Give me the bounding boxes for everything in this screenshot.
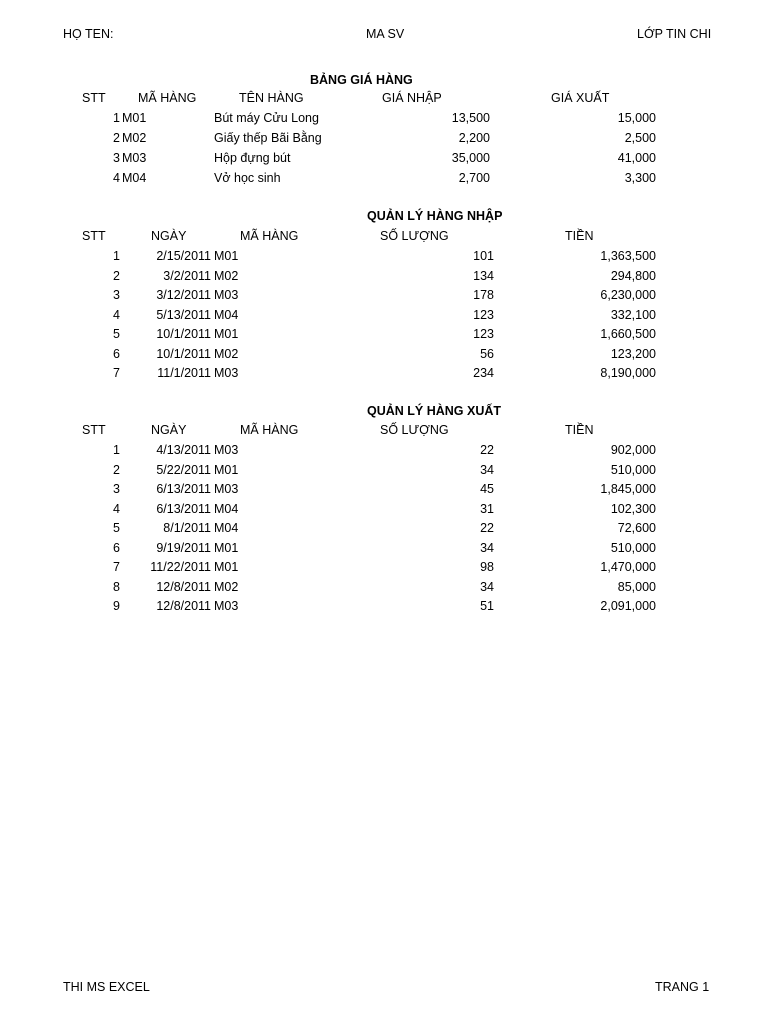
cell-amount: 85,000 [617, 579, 656, 594]
price-table-title: BẢNG GIÁ HÀNG [310, 73, 413, 87]
cell-quantity: 123 [473, 307, 494, 322]
cell-code: M03 [214, 599, 239, 613]
cell-amount: 123,200 [610, 346, 656, 361]
cell-quantity: 34 [480, 579, 494, 594]
cell-stt: 7 [113, 366, 120, 380]
cell-amount: 1,363,500 [600, 249, 656, 263]
cell-date: 3/2/2011 [163, 268, 211, 283]
cell-amount: 1,470,000 [600, 560, 656, 574]
cell-stt: 3 [113, 288, 120, 302]
cell-buy-price: 13,500 [451, 111, 490, 125]
cell-quantity: 234 [473, 366, 494, 380]
cell-stt: 2 [113, 462, 120, 477]
cell-name: Vở học sinh [214, 171, 281, 185]
col-amount: TIỀN [565, 423, 594, 437]
cell-amount: 1,660,500 [600, 327, 656, 341]
cell-date: 12/8/2011 [156, 579, 211, 594]
cell-amount: 902,000 [610, 443, 656, 457]
cell-date: 5/22/2011 [156, 462, 211, 477]
cell-stt: 2 [113, 268, 120, 283]
cell-code: M01 [214, 560, 239, 574]
cell-quantity: 22 [480, 443, 494, 457]
col-code: MÃ HÀNG [138, 91, 197, 105]
col-buy-price: GIÁ NHẬP [382, 91, 442, 105]
cell-date: 9/19/2011 [156, 540, 211, 555]
cell-sell-price: 41,000 [617, 151, 656, 165]
cell-sell-price: 3,300 [624, 171, 656, 185]
cell-code: M01 [214, 540, 239, 555]
cell-sell-price: 2,500 [624, 131, 656, 145]
col-date: NGÀY [151, 423, 187, 437]
cell-date: 12/8/2011 [156, 599, 211, 613]
col-quantity: SỐ LƯỢNG [380, 423, 449, 437]
cell-quantity: 101 [473, 249, 494, 263]
cell-stt: 6 [113, 540, 120, 555]
cell-name: Bút máy Cửu Long [214, 111, 319, 125]
cell-date: 6/13/2011 [156, 501, 211, 516]
cell-quantity: 178 [473, 288, 494, 302]
cell-amount: 510,000 [610, 462, 656, 477]
import-table-title: QUẢN LÝ HÀNG NHẬP [367, 209, 503, 223]
cell-stt: 3 [113, 482, 120, 496]
cell-stt: 4 [113, 501, 120, 516]
cell-date: 3/12/2011 [156, 288, 211, 302]
cell-amount: 1,845,000 [600, 482, 656, 496]
col-stt: STT [82, 423, 106, 437]
cell-stt: 2 [113, 131, 120, 145]
cell-buy-price: 2,700 [458, 171, 490, 185]
cell-quantity: 56 [480, 346, 494, 361]
col-sell-price: GIÁ XUẤT [551, 91, 610, 105]
cell-sell-price: 15,000 [617, 111, 656, 125]
cell-code: M01 [122, 111, 147, 125]
cell-date: 2/15/2011 [156, 249, 211, 263]
cell-code: M02 [214, 579, 239, 594]
cell-code: M04 [122, 171, 147, 185]
cell-quantity: 31 [480, 501, 494, 516]
header-class-label: LỚP TIN CHI [637, 27, 712, 41]
cell-code: M04 [214, 521, 239, 535]
cell-amount: 8,190,000 [600, 366, 656, 380]
cell-quantity: 98 [480, 560, 494, 574]
cell-stt: 5 [113, 521, 120, 535]
cell-quantity: 22 [480, 521, 494, 535]
cell-date: 8/1/2011 [163, 521, 211, 535]
cell-date: 11/22/2011 [150, 560, 211, 574]
cell-amount: 510,000 [610, 540, 656, 555]
cell-date: 10/1/2011 [156, 346, 211, 361]
cell-stt: 7 [113, 560, 120, 574]
cell-code: M04 [214, 501, 239, 516]
cell-buy-price: 2,200 [458, 131, 490, 145]
cell-code: M02 [214, 268, 239, 283]
cell-date: 5/13/2011 [156, 307, 211, 322]
cell-quantity: 34 [480, 462, 494, 477]
cell-buy-price: 35,000 [451, 151, 490, 165]
col-code: MÃ HÀNG [240, 229, 299, 243]
cell-stt: 4 [113, 171, 120, 185]
cell-stt: 5 [113, 327, 120, 341]
cell-amount: 102,300 [610, 501, 656, 516]
cell-stt: 3 [113, 151, 120, 165]
header-student-id-label: MA SV [366, 27, 405, 41]
cell-amount: 332,100 [610, 307, 656, 322]
cell-code: M03 [122, 151, 147, 165]
cell-stt: 9 [113, 599, 120, 613]
cell-date: 6/13/2011 [156, 482, 211, 496]
cell-name: Hộp đựng bút [214, 151, 291, 165]
cell-quantity: 123 [473, 327, 494, 341]
cell-stt: 6 [113, 346, 120, 361]
cell-code: M03 [214, 366, 239, 380]
cell-amount: 6,230,000 [600, 288, 656, 302]
col-name: TÊN HÀNG [239, 91, 304, 105]
cell-name: Giấy thếp Bãi Bằng [214, 131, 322, 145]
cell-amount: 294,800 [610, 268, 656, 283]
cell-code: M03 [214, 288, 239, 302]
export-table-title: QUẢN LÝ HÀNG XUẤT [367, 404, 502, 418]
cell-code: M04 [214, 307, 239, 322]
cell-amount: 2,091,000 [600, 599, 656, 613]
cell-date: 10/1/2011 [156, 327, 211, 341]
col-stt: STT [82, 229, 106, 243]
cell-code: M03 [214, 482, 239, 496]
footer-page-label: TRANG 1 [655, 980, 710, 994]
col-stt: STT [82, 91, 106, 105]
col-amount: TIỀN [565, 229, 594, 243]
col-quantity: SỐ LƯỢNG [380, 229, 449, 243]
cell-code: M01 [214, 327, 239, 341]
col-date: NGÀY [151, 229, 187, 243]
cell-quantity: 45 [480, 482, 494, 496]
cell-stt: 1 [113, 249, 120, 263]
cell-code: M02 [214, 346, 239, 361]
col-code: MÃ HÀNG [240, 423, 299, 437]
cell-amount: 72,600 [617, 521, 656, 535]
header-name-label: HỌ TEN: [63, 27, 114, 41]
footer-exam-label: THI MS EXCEL [63, 980, 150, 994]
cell-code: M03 [214, 443, 239, 457]
cell-code: M01 [214, 249, 239, 263]
cell-stt: 1 [113, 443, 120, 457]
cell-code: M02 [122, 131, 147, 145]
cell-quantity: 134 [473, 268, 494, 283]
cell-quantity: 34 [480, 540, 494, 555]
cell-code: M01 [214, 462, 239, 477]
cell-date: 4/13/2011 [156, 443, 211, 457]
cell-stt: 4 [113, 307, 120, 322]
cell-stt: 1 [113, 111, 120, 125]
cell-date: 11/1/2011 [157, 366, 211, 380]
cell-stt: 8 [113, 579, 120, 594]
cell-quantity: 51 [480, 599, 494, 613]
